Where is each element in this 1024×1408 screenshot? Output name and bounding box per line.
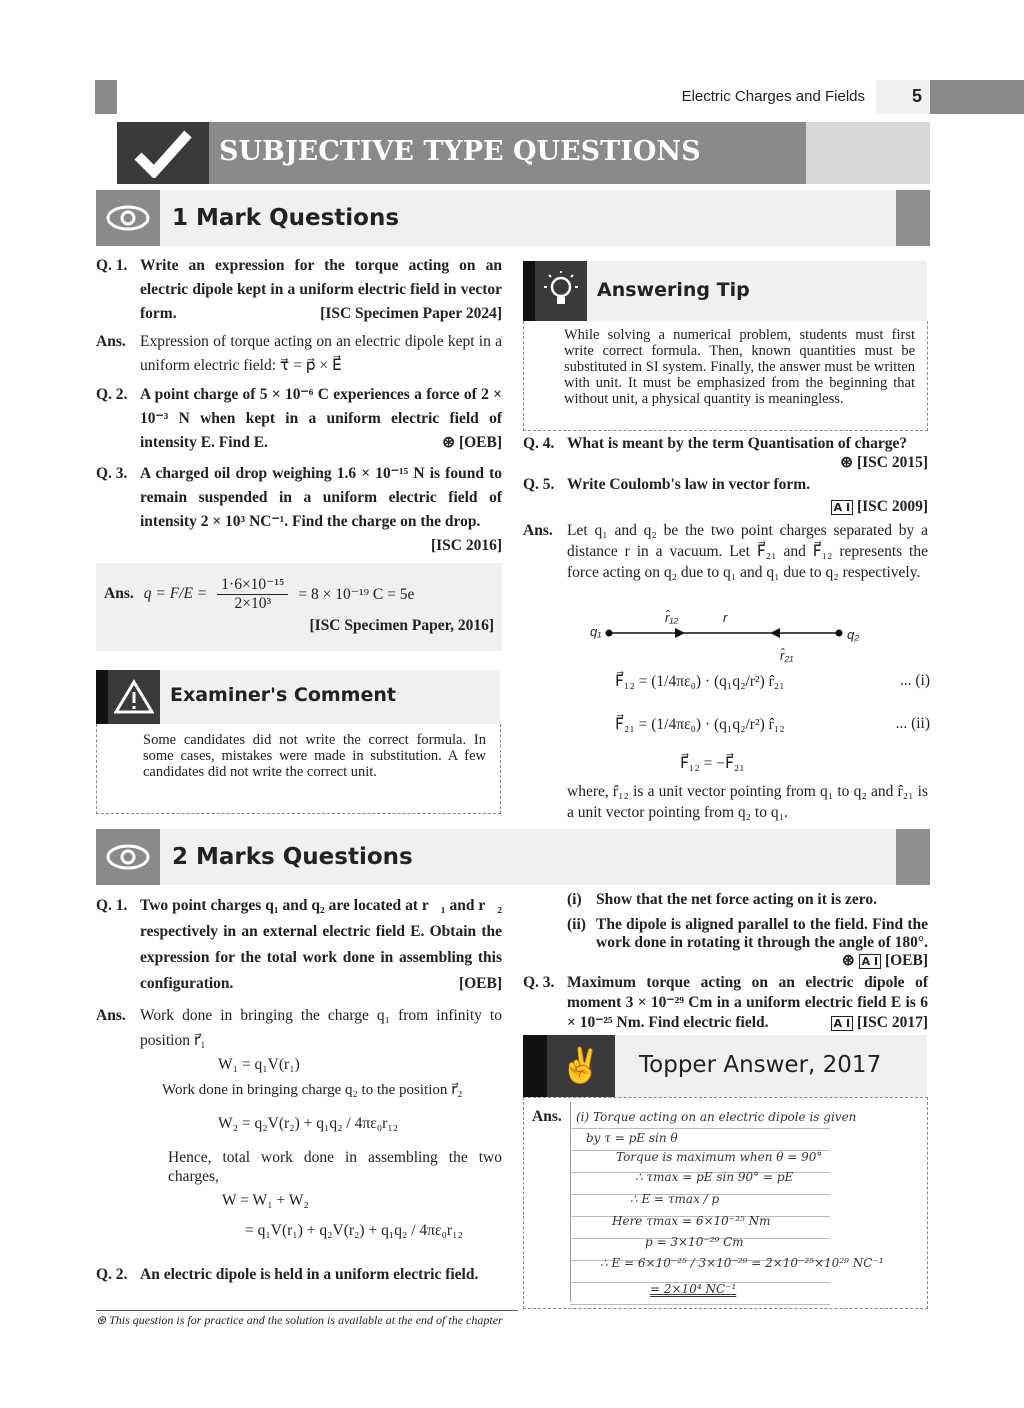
- question-1: Q. 1. Write an expression for the torque acting on an electric dipole kept in a uniform electric field in vector form. [ISC Specimen Paper 2024]: [96, 257, 502, 322]
- ai-badge: A I: [831, 500, 853, 515]
- charge-line: [605, 626, 845, 640]
- figure-label-r21: r̂₂₁: [780, 648, 794, 663]
- section-header-1-mark: [96, 190, 930, 246]
- topper-title: Topper Answer, 2017: [615, 1035, 927, 1097]
- footer-divider: [96, 1310, 518, 1311]
- section-title: 1 Mark Questions: [160, 190, 896, 246]
- eye-icon: [96, 829, 160, 885]
- question-2m-2: Q. 2. An electric dipole is held in a uniform electric field.: [96, 1266, 479, 1283]
- page-number: 5: [876, 80, 930, 114]
- chapter-title: Electric Charges and Fields: [681, 88, 865, 105]
- answer-text: Work done in bringing charge q₂ to the position r⃗₂: [162, 1082, 463, 1098]
- banner-end: [806, 122, 930, 184]
- figure-label-q1: q₁: [590, 624, 602, 639]
- section-header-2-marks: [96, 829, 930, 885]
- ai-badge: A I: [831, 1016, 853, 1031]
- question-3: Q. 3. A charged oil drop weighing 1.6 × 10⁻¹⁵ N is found to remain suspended in a uniform electric field of intensity 2 × 10³ NC⁻¹. Find the charge on the drop. [ISC 2016]: [96, 465, 502, 554]
- section-header-end: [896, 190, 930, 246]
- handwritten-line: = 2×10⁴ NC⁻¹: [650, 1282, 737, 1296]
- question-2m-1: Q. 1. Two point charges q₁ and q₂ are located at r⃗₁ and r⃗₂ respectively in an external electric field E. Obtain the expression for the total work done in assembling this configuration. [OEB]: [96, 897, 502, 992]
- eye-icon: [96, 190, 160, 246]
- ruled-line: [570, 1304, 830, 1305]
- handwritten-line: ∴ E = τmax / p: [630, 1192, 720, 1206]
- question-2: Q. 2. A point charge of 5 × 10⁻⁶ C experiences a force of 2 × 10⁻³ N when kept in a uniform electric field of intensity E. Find E. ⊛ [OEB]: [96, 386, 502, 451]
- topper-ans-label: Ans.: [532, 1108, 562, 1125]
- victory-hand-icon: ✌: [523, 1035, 615, 1097]
- checkmark-icon: [117, 122, 209, 184]
- practice-icon: ⊛: [840, 454, 857, 471]
- fraction: $\frac{\text{1·6×10⁻¹⁵}}{\text{2×10³}}$: [217, 575, 288, 613]
- answering-tip-box: While solving a numerical problem, students must first write correct formula. Then, known quantities must be substituted in SI system. Finally, the answer must be written with unit. It must be emphasized from the beginning that without unit, a physical quantity is meaningless.: [523, 321, 928, 431]
- answer-3-box: Ans. q = F/E = $\frac{\text{1·6×10⁻¹⁵}}{\text{2×10³}}$ = 8 × 10⁻¹⁹ C = 5e [ISC Specimen Paper, 2016]: [96, 563, 502, 651]
- warning-icon: [96, 670, 160, 724]
- equation-w: W = W₁ + W₂: [222, 1192, 309, 1209]
- equation-3: F⃗₁₂ = −F⃗₂₁: [680, 755, 745, 772]
- examiner-comment-header: Examiner's Comment: [96, 670, 500, 724]
- handwritten-line: Torque is maximum when θ = 90°: [616, 1150, 823, 1164]
- section-title: 2 Marks Questions: [160, 829, 896, 885]
- practice-icon: ⊛: [841, 952, 859, 969]
- question-2m-2-ii: (ii) The dipole is aligned parallel to the field. Find the work done in rotating it through the angle of 180°. ⊛ A I [OEB]: [567, 916, 929, 969]
- topper-answer-header: [523, 1035, 927, 1097]
- header-bar-right: [930, 80, 1024, 114]
- equation-w1: W₁ = q₁V(r₁): [218, 1056, 300, 1073]
- question-2m-3: Q. 3. Maximum torque acting on an electric dipole of moment 3 × 10⁻²⁹ Cm in a uniform electric field E is 6 × 10⁻²⁵ Nm. Find electric field. A I [ISC 2017]: [523, 974, 928, 1031]
- handwritten-line: ∴ τmax = pE sin 90° = pE: [635, 1170, 794, 1184]
- handwritten-line: Here τmax = 6×10⁻²⁵ Nm: [612, 1214, 771, 1228]
- handwritten-line: by τ = pE sin θ: [586, 1131, 678, 1145]
- handwriting-margin: [570, 1102, 571, 1302]
- question-4: Q. 4. What is meant by the term Quantisation of charge? ⊛ [ISC 2015]: [523, 435, 928, 471]
- handwritten-line: p = 3×10⁻²⁹ Cm: [645, 1235, 744, 1249]
- answer-1: Ans. Expression of torque acting on an electric dipole kept in a uniform electric field: τ⃗ = p⃗ × E⃗: [96, 333, 502, 374]
- practice-icon: ⊛: [442, 434, 459, 451]
- question-5: Q. 5. Write Coulomb's law in vector form. A I [ISC 2009]: [523, 476, 928, 515]
- figure-label-r12: r̂₁₂: [665, 610, 679, 625]
- lightbulb-icon: [523, 261, 587, 321]
- footer-note: ⊛ This question is for practice and the solution is available at the end of the chapter: [96, 1313, 503, 1327]
- equation-w2: W₂ = q₂V(r₂) + q₁q₂ / 4πε₀r₁₂: [218, 1115, 399, 1132]
- equation-2: F⃗₂₁ = (1/4πε₀) · (q₁q₂/r²) r̂₁₂ ... (ii): [615, 715, 930, 733]
- banner: [96, 122, 930, 184]
- equation-1: F⃗₁₂ = (1/4πε₀) · (q₁q₂/r²) r̂₂₁ ... (i): [615, 672, 930, 690]
- answer-5: Ans. Let q₁ and q₂ be the two point charges separated by a distance r in a vacuum. Let F⃗₂₁ and F⃗₁₂ represents the force acting on q₂ due to q₁ and q₁ due to q₂ respectively.: [523, 522, 928, 581]
- figure-label-r: r: [723, 610, 728, 625]
- ai-badge: A I: [859, 954, 881, 969]
- ruled-line: [570, 1128, 830, 1129]
- handwritten-line: (i) Torque acting on an electric dipole is given: [576, 1110, 857, 1124]
- banner-title: SUBJECTIVE TYPE QUESTIONS: [209, 122, 806, 184]
- practice-icon: ⊛: [96, 1313, 110, 1327]
- section-header-end: [896, 829, 930, 885]
- coulomb-figure: [585, 612, 875, 667]
- question-2m-2-i: (i) Show that the net force acting on it is zero.: [567, 891, 877, 908]
- answering-tip-header: Answering Tip: [523, 261, 927, 321]
- answer-3-equation: Ans. q = F/E = $\frac{\text{1·6×10⁻¹⁵}}{\text{2×10³}}$ = 8 × 10⁻¹⁹ C = 5e: [104, 576, 415, 612]
- header-bar-left: [95, 80, 117, 114]
- handwritten-line: ∴ E = 6×10⁻²⁵ / 3×10⁻²⁹ = 2×10⁻²⁵×10²⁹ NC⁻¹: [600, 1256, 884, 1270]
- equation-w-full: = q₁V(r₁) + q₂V(r₂) + q₁q₂ / 4πε₀r₁₂: [245, 1222, 463, 1239]
- answer-text: Hence, total work done in assembling the two charges,: [168, 1149, 502, 1185]
- figure-label-q2: q₂: [847, 627, 860, 642]
- answer-2m-1: Ans. Work done in bringing the charge q₁ from infinity to position r⃗₁: [96, 1007, 502, 1049]
- answer-5-where: where, r̂₁₂ is a unit vector pointing from q₁ to q₂ and r̂₂₁ is a unit vector pointing from q₂ to q₁.: [567, 783, 928, 821]
- examiner-comment-box: Some candidates did not write the correct formula. In some cases, mistakes were made in substitution. A few candidates did not write the correct unit.: [96, 724, 501, 814]
